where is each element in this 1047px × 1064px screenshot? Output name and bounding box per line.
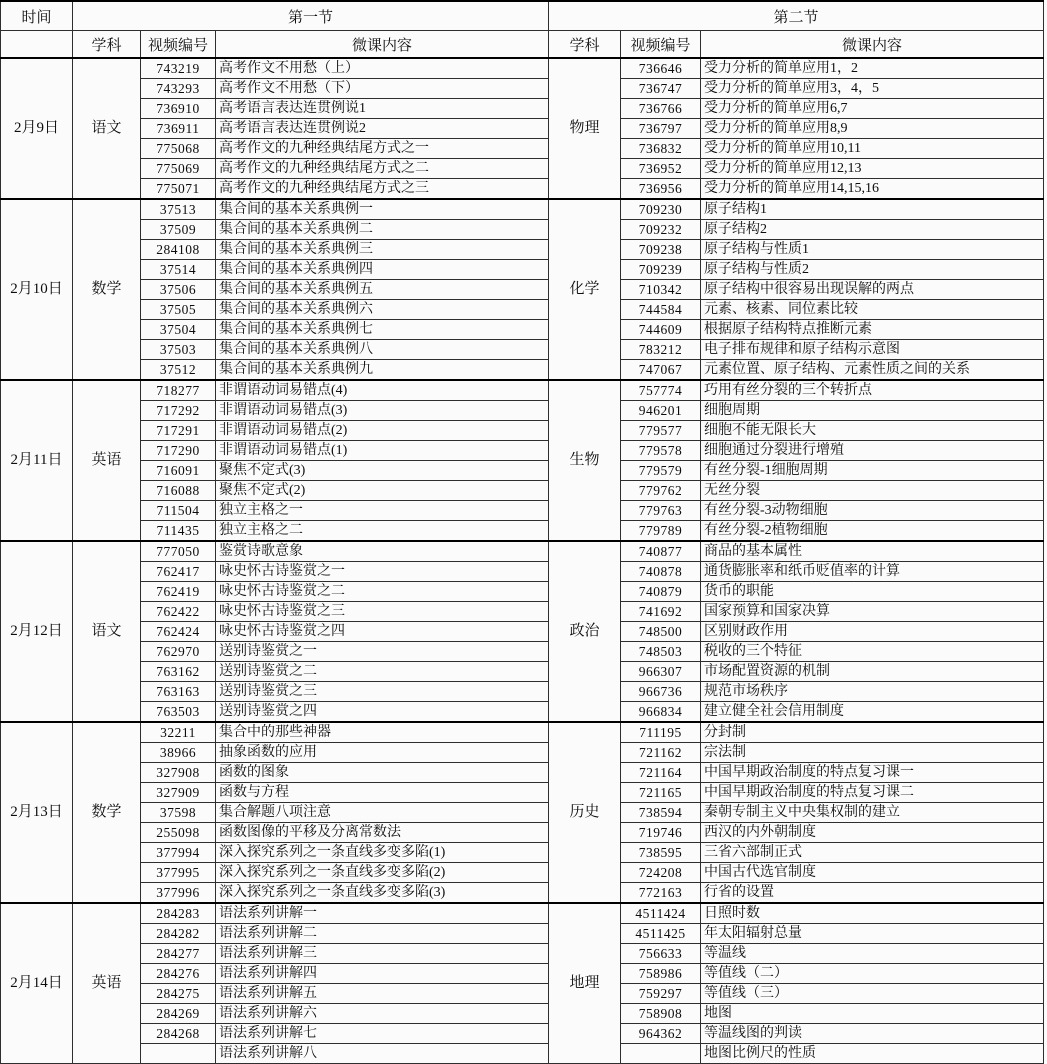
video-id-cell: 744609	[621, 320, 701, 340]
table-row	[1, 401, 1044, 421]
table-row	[1, 903, 1044, 924]
video-id-cell: 709239	[621, 260, 701, 280]
video-id-cell: 772163	[621, 883, 701, 904]
video-id-cell: 711195	[621, 722, 701, 743]
video-id-cell: 716091	[141, 461, 216, 481]
video-id-cell	[621, 1044, 701, 1064]
content-cell: 函数与方程	[216, 783, 549, 803]
content-cell: 集合间的基本关系典例六	[216, 300, 549, 320]
content-cell: 地图比例尺的性质	[701, 1044, 1044, 1064]
video-id-cell: 377996	[141, 883, 216, 904]
video-id-cell: 284269	[141, 1004, 216, 1024]
video-id-cell: 966307	[621, 662, 701, 682]
content-cell: 细胞周期	[701, 401, 1044, 421]
date-cell: 2月10日	[1, 199, 73, 380]
video-id-cell: 719746	[621, 823, 701, 843]
content-cell: 通货膨胀率和纸币贬值率的计算	[701, 562, 1044, 582]
content-cell: 高考作文不用愁（下）	[216, 79, 549, 99]
table-row	[1, 320, 1044, 340]
video-id-cell: 37506	[141, 280, 216, 300]
video-id-cell: 763503	[141, 702, 216, 723]
table-row	[1, 763, 1044, 783]
table-row	[1, 562, 1044, 582]
video-id-cell: 757774	[621, 380, 701, 401]
content-cell: 集合间的基本关系典例七	[216, 320, 549, 340]
video-id-cell: 748503	[621, 642, 701, 662]
content-cell: 集合间的基本关系典例五	[216, 280, 549, 300]
video-id-cell: 775071	[141, 179, 216, 200]
content-cell: 受力分析的简单应用10,11	[701, 139, 1044, 159]
content-cell: 地图	[701, 1004, 1044, 1024]
video-id-cell: 779577	[621, 421, 701, 441]
video-id-cell: 37512	[141, 360, 216, 381]
header-content-2: 微课内容	[701, 31, 1044, 59]
content-cell: 受力分析的简单应用8,9	[701, 119, 1044, 139]
table-row	[1, 964, 1044, 984]
video-id-cell: 32211	[141, 722, 216, 743]
content-cell: 货币的职能	[701, 582, 1044, 602]
table-row	[1, 541, 1044, 562]
video-id-cell: 762970	[141, 642, 216, 662]
content-cell: 高考语言表达连贯例说1	[216, 99, 549, 119]
video-id-cell: 721162	[621, 743, 701, 763]
video-id-cell: 779579	[621, 461, 701, 481]
video-id-cell: 716088	[141, 481, 216, 501]
content-cell: 集合间的基本关系典例二	[216, 220, 549, 240]
content-cell: 语法系列讲解一	[216, 903, 549, 924]
content-cell: 非谓语动词易错点(1)	[216, 441, 549, 461]
table-row	[1, 521, 1044, 542]
table-row	[1, 582, 1044, 602]
content-cell: 受力分析的简单应用1，2	[701, 58, 1044, 79]
video-id-cell: 775069	[141, 159, 216, 179]
content-cell: 集合间的基本关系典例三	[216, 240, 549, 260]
content-cell: 非谓语动词易错点(3)	[216, 401, 549, 421]
content-cell: 语法系列讲解六	[216, 1004, 549, 1024]
video-id-cell: 736766	[621, 99, 701, 119]
content-cell: 集合间的基本关系典例一	[216, 199, 549, 220]
content-cell: 市场配置资源的机制	[701, 662, 1044, 682]
table-row	[1, 642, 1044, 662]
content-cell: 独立主格之一	[216, 501, 549, 521]
video-id-cell: 377995	[141, 863, 216, 883]
header-row-2	[1, 31, 1044, 59]
video-id-cell: 758986	[621, 964, 701, 984]
video-id-cell: 762422	[141, 602, 216, 622]
video-id-cell: 743219	[141, 58, 216, 79]
content-cell: 分封制	[701, 722, 1044, 743]
header-empty-cell	[1, 31, 73, 59]
video-id-cell: 762417	[141, 562, 216, 582]
subject-cell: 政治	[549, 541, 621, 722]
video-id-cell: 736952	[621, 159, 701, 179]
video-id-cell	[141, 1044, 216, 1064]
day-block	[1, 903, 1044, 1064]
content-cell: 高考作文的九种经典结尾方式之一	[216, 139, 549, 159]
video-id-cell: 740877	[621, 541, 701, 562]
header-video-id-2: 视频编号	[621, 31, 701, 59]
content-cell: 咏史怀古诗鉴赏之二	[216, 582, 549, 602]
table-row	[1, 421, 1044, 441]
video-id-cell: 284108	[141, 240, 216, 260]
content-cell: 语法系列讲解四	[216, 964, 549, 984]
video-id-cell: 284282	[141, 924, 216, 944]
content-cell: 高考作文不用愁（上）	[216, 58, 549, 79]
video-id-cell: 37513	[141, 199, 216, 220]
video-id-cell: 37598	[141, 803, 216, 823]
video-id-cell: 736832	[621, 139, 701, 159]
header-row-1	[1, 1, 1044, 31]
video-id-cell: 717291	[141, 421, 216, 441]
video-id-cell: 756633	[621, 944, 701, 964]
content-cell: 咏史怀古诗鉴赏之三	[216, 602, 549, 622]
video-id-cell: 736646	[621, 58, 701, 79]
table-row	[1, 441, 1044, 461]
table-row	[1, 803, 1044, 823]
table-row	[1, 924, 1044, 944]
content-cell: 有丝分裂-2植物细胞	[701, 521, 1044, 542]
video-id-cell: 377994	[141, 843, 216, 863]
content-cell: 语法系列讲解七	[216, 1024, 549, 1044]
content-cell: 巧用有丝分裂的三个转折点	[701, 380, 1044, 401]
video-id-cell: 744584	[621, 300, 701, 320]
table-row	[1, 280, 1044, 300]
table-row	[1, 823, 1044, 843]
video-id-cell: 779763	[621, 501, 701, 521]
video-id-cell: 966736	[621, 682, 701, 702]
date-cell: 2月13日	[1, 722, 73, 903]
table-row	[1, 944, 1044, 964]
video-id-cell: 736956	[621, 179, 701, 200]
video-id-cell: 711435	[141, 521, 216, 542]
table-row	[1, 300, 1044, 320]
content-cell: 聚焦不定式(3)	[216, 461, 549, 481]
content-cell: 秦朝专制主义中央集权制的建立	[701, 803, 1044, 823]
video-id-cell: 777050	[141, 541, 216, 562]
video-id-cell: 736911	[141, 119, 216, 139]
content-cell: 独立主格之二	[216, 521, 549, 542]
video-id-cell: 966834	[621, 702, 701, 723]
content-cell: 深入探究系列之一条直线多变多陷(1)	[216, 843, 549, 863]
table-row	[1, 159, 1044, 179]
content-cell: 受力分析的简单应用3，4，5	[701, 79, 1044, 99]
content-cell: 电子排布规律和原子结构示意图	[701, 340, 1044, 360]
video-id-cell: 946201	[621, 401, 701, 421]
table-row	[1, 380, 1044, 401]
video-id-cell: 710342	[621, 280, 701, 300]
content-cell: 受力分析的简单应用14,15,16	[701, 179, 1044, 200]
video-id-cell: 724208	[621, 863, 701, 883]
video-id-cell: 709232	[621, 220, 701, 240]
table-row	[1, 662, 1044, 682]
table-row	[1, 702, 1044, 723]
video-id-cell: 4511424	[621, 903, 701, 924]
table-header	[1, 1, 1044, 58]
subject-cell: 英语	[73, 903, 141, 1064]
content-cell: 年太阳辐射总量	[701, 924, 1044, 944]
subject-cell: 英语	[73, 380, 141, 541]
video-id-cell: 736910	[141, 99, 216, 119]
video-id-cell: 741692	[621, 602, 701, 622]
video-id-cell: 736797	[621, 119, 701, 139]
table-row	[1, 843, 1044, 863]
content-cell: 规范市场秩序	[701, 682, 1044, 702]
content-cell: 国家预算和国家决算	[701, 602, 1044, 622]
content-cell: 原子结构1	[701, 199, 1044, 220]
video-id-cell: 964362	[621, 1024, 701, 1044]
content-cell: 送别诗鉴赏之一	[216, 642, 549, 662]
content-cell: 原子结构中很容易出现误解的两点	[701, 280, 1044, 300]
video-id-cell: 284283	[141, 903, 216, 924]
header-time: 时间	[1, 1, 73, 31]
video-id-cell: 284277	[141, 944, 216, 964]
video-id-cell: 327908	[141, 763, 216, 783]
table-row	[1, 682, 1044, 702]
video-id-cell: 779762	[621, 481, 701, 501]
header-subject-2: 学科	[549, 31, 621, 59]
content-cell: 函数图像的平移及分离常数法	[216, 823, 549, 843]
subject-cell: 数学	[73, 199, 141, 380]
header-period-2: 第二节	[549, 1, 1044, 31]
content-cell: 受力分析的简单应用12,13	[701, 159, 1044, 179]
table-row	[1, 179, 1044, 200]
video-id-cell: 37514	[141, 260, 216, 280]
content-cell: 抽象函数的应用	[216, 743, 549, 763]
content-cell: 细胞不能无限长大	[701, 421, 1044, 441]
video-id-cell: 740878	[621, 562, 701, 582]
header-subject-1: 学科	[73, 31, 141, 59]
content-cell: 有丝分裂-1细胞周期	[701, 461, 1044, 481]
content-cell: 根据原子结构特点推断元素	[701, 320, 1044, 340]
table-row	[1, 1024, 1044, 1044]
content-cell: 送别诗鉴赏之三	[216, 682, 549, 702]
content-cell: 中国早期政治制度的特点复习课一	[701, 763, 1044, 783]
video-id-cell: 758908	[621, 1004, 701, 1024]
content-cell: 中国早期政治制度的特点复习课二	[701, 783, 1044, 803]
content-cell: 集合解题八项注意	[216, 803, 549, 823]
date-cell: 2月14日	[1, 903, 73, 1064]
content-cell: 等温线图的判读	[701, 1024, 1044, 1044]
content-cell: 元素、核素、同位素比较	[701, 300, 1044, 320]
video-id-cell: 717292	[141, 401, 216, 421]
header-period-1: 第一节	[73, 1, 549, 31]
subject-cell: 化学	[549, 199, 621, 380]
content-cell: 集合中的那些神器	[216, 722, 549, 743]
table-row	[1, 340, 1044, 360]
video-id-cell: 738594	[621, 803, 701, 823]
video-id-cell: 37504	[141, 320, 216, 340]
video-id-cell: 4511425	[621, 924, 701, 944]
content-cell: 中国古代选官制度	[701, 863, 1044, 883]
subject-cell: 语文	[73, 58, 141, 199]
content-cell: 语法系列讲解五	[216, 984, 549, 1004]
content-cell: 宗法制	[701, 743, 1044, 763]
content-cell: 商品的基本属性	[701, 541, 1044, 562]
video-id-cell: 327909	[141, 783, 216, 803]
video-id-cell: 718277	[141, 380, 216, 401]
content-cell: 咏史怀古诗鉴赏之四	[216, 622, 549, 642]
video-id-cell: 721164	[621, 763, 701, 783]
video-id-cell: 284276	[141, 964, 216, 984]
table-row	[1, 622, 1044, 642]
content-cell: 有丝分裂-3动物细胞	[701, 501, 1044, 521]
video-id-cell: 775068	[141, 139, 216, 159]
content-cell: 语法系列讲解三	[216, 944, 549, 964]
header-content-1: 微课内容	[216, 31, 549, 59]
table-row	[1, 602, 1044, 622]
content-cell: 元素位置、原子结构、元素性质之间的关系	[701, 360, 1044, 381]
video-id-cell: 709238	[621, 240, 701, 260]
video-id-cell: 759297	[621, 984, 701, 1004]
subject-cell: 物理	[549, 58, 621, 199]
content-cell: 税收的三个特征	[701, 642, 1044, 662]
content-cell: 西汉的内外朝制度	[701, 823, 1044, 843]
video-id-cell: 37505	[141, 300, 216, 320]
content-cell: 集合间的基本关系典例八	[216, 340, 549, 360]
content-cell: 受力分析的简单应用6,7	[701, 99, 1044, 119]
day-block	[1, 722, 1044, 903]
table-row	[1, 240, 1044, 260]
subject-cell: 数学	[73, 722, 141, 903]
table-row	[1, 79, 1044, 99]
table-row	[1, 119, 1044, 139]
header-video-id-1: 视频编号	[141, 31, 216, 59]
date-cell: 2月11日	[1, 380, 73, 541]
content-cell: 日照时数	[701, 903, 1044, 924]
video-id-cell: 748500	[621, 622, 701, 642]
table-row	[1, 863, 1044, 883]
video-id-cell: 740879	[621, 582, 701, 602]
table-row	[1, 58, 1044, 79]
content-cell: 非谓语动词易错点(4)	[216, 380, 549, 401]
video-id-cell: 37509	[141, 220, 216, 240]
content-cell: 鉴赏诗歌意象	[216, 541, 549, 562]
content-cell: 深入探究系列之一条直线多变多陷(3)	[216, 883, 549, 904]
subject-cell: 地理	[549, 903, 621, 1064]
content-cell: 集合间的基本关系典例四	[216, 260, 549, 280]
table-row	[1, 199, 1044, 220]
video-id-cell: 762419	[141, 582, 216, 602]
day-block	[1, 199, 1044, 380]
table-row	[1, 1044, 1044, 1064]
content-cell: 区别财政作用	[701, 622, 1044, 642]
content-cell: 等值线（二）	[701, 964, 1044, 984]
table-row	[1, 260, 1044, 280]
table-row	[1, 139, 1044, 159]
table-row	[1, 461, 1044, 481]
content-cell: 无丝分裂	[701, 481, 1044, 501]
subject-cell: 生物	[549, 380, 621, 541]
content-cell: 三省六部制正式	[701, 843, 1044, 863]
content-cell: 函数的图象	[216, 763, 549, 783]
content-cell: 行省的设置	[701, 883, 1044, 904]
day-block	[1, 58, 1044, 199]
video-id-cell: 743293	[141, 79, 216, 99]
video-id-cell: 747067	[621, 360, 701, 381]
video-id-cell: 38966	[141, 743, 216, 763]
content-cell: 原子结构与性质1	[701, 240, 1044, 260]
content-cell: 高考作文的九种经典结尾方式之三	[216, 179, 549, 200]
video-id-cell: 37503	[141, 340, 216, 360]
video-id-cell: 763163	[141, 682, 216, 702]
table-row	[1, 1004, 1044, 1024]
content-cell: 送别诗鉴赏之四	[216, 702, 549, 723]
content-cell: 建立健全社会信用制度	[701, 702, 1044, 723]
video-id-cell: 763162	[141, 662, 216, 682]
table-row	[1, 220, 1044, 240]
video-id-cell: 779578	[621, 441, 701, 461]
table-row	[1, 722, 1044, 743]
subject-cell: 历史	[549, 722, 621, 903]
content-cell: 高考语言表达连贯例说2	[216, 119, 549, 139]
content-cell: 深入探究系列之一条直线多变多陷(2)	[216, 863, 549, 883]
video-id-cell: 284275	[141, 984, 216, 1004]
content-cell: 原子结构2	[701, 220, 1044, 240]
table-row	[1, 984, 1044, 1004]
table-row	[1, 743, 1044, 763]
video-id-cell: 709230	[621, 199, 701, 220]
table-row	[1, 481, 1044, 501]
content-cell: 等温线	[701, 944, 1044, 964]
content-cell: 集合间的基本关系典例九	[216, 360, 549, 381]
table-row	[1, 501, 1044, 521]
content-cell: 高考作文的九种经典结尾方式之二	[216, 159, 549, 179]
video-id-cell: 783212	[621, 340, 701, 360]
video-id-cell: 255098	[141, 823, 216, 843]
day-block	[1, 541, 1044, 722]
subject-cell: 语文	[73, 541, 141, 722]
content-cell: 非谓语动词易错点(2)	[216, 421, 549, 441]
table-row	[1, 783, 1044, 803]
video-id-cell: 762424	[141, 622, 216, 642]
table-row	[1, 360, 1044, 381]
content-cell: 语法系列讲解二	[216, 924, 549, 944]
video-id-cell: 717290	[141, 441, 216, 461]
date-cell: 2月9日	[1, 58, 73, 199]
content-cell: 细胞通过分裂进行增殖	[701, 441, 1044, 461]
content-cell: 等值线（三）	[701, 984, 1044, 1004]
video-id-cell: 711504	[141, 501, 216, 521]
video-id-cell: 736747	[621, 79, 701, 99]
table-row	[1, 99, 1044, 119]
video-id-cell: 284268	[141, 1024, 216, 1044]
video-id-cell: 721165	[621, 783, 701, 803]
video-id-cell: 779789	[621, 521, 701, 542]
table-row	[1, 883, 1044, 904]
video-id-cell: 738595	[621, 843, 701, 863]
content-cell: 咏史怀古诗鉴赏之一	[216, 562, 549, 582]
day-block	[1, 380, 1044, 541]
content-cell: 语法系列讲解八	[216, 1044, 549, 1064]
content-cell: 聚焦不定式(2)	[216, 481, 549, 501]
content-cell: 送别诗鉴赏之二	[216, 662, 549, 682]
content-cell: 原子结构与性质2	[701, 260, 1044, 280]
date-cell: 2月12日	[1, 541, 73, 722]
